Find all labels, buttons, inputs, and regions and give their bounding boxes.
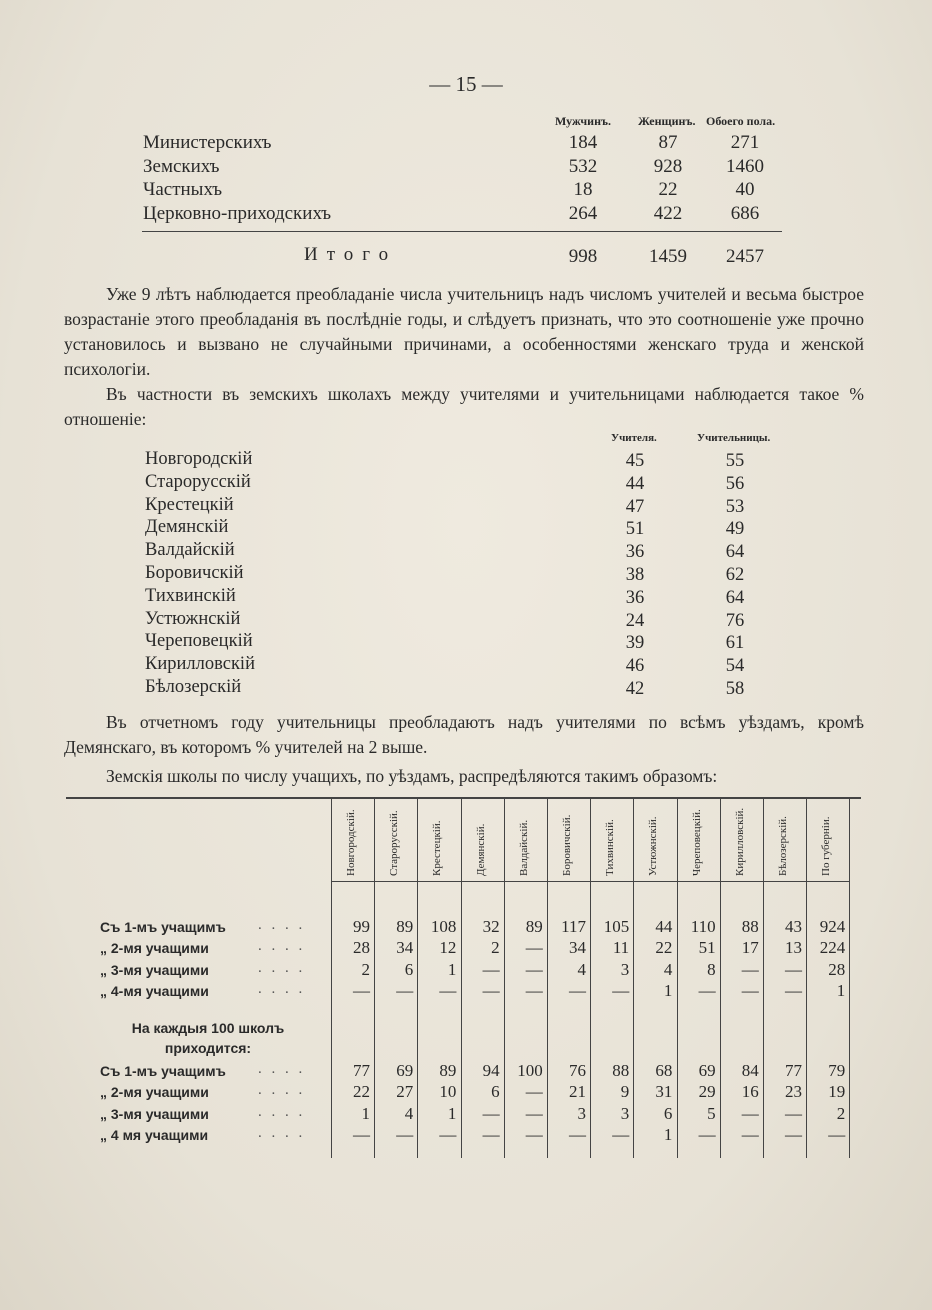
table-cell: 6 [663,1103,673,1123]
table-cell: 56 [725,473,745,494]
table-cell: — [353,1124,370,1144]
table-cell: 6 [491,1082,500,1102]
table-cell: 1 [836,980,846,1000]
table-cell: 19 [828,1082,846,1102]
table-cell: 54 [725,656,745,677]
table-cell: 89 [396,917,414,936]
table-cell: 69 [698,1061,716,1080]
table-cell: — [482,1103,500,1123]
table-cell: — [569,1124,586,1144]
table-cell: 64 [725,542,745,563]
row-label: Череповецкій [145,631,253,652]
dot-leader: . . . . [258,980,306,997]
column-header: Устюжнскій. [647,816,660,876]
row-label: Новгородскій [145,449,253,469]
subheading: На каждыя 100 школъ приходится: [131,1020,285,1056]
table-cell: — [482,959,500,979]
table-cell: 4 [404,1103,414,1123]
dot-leader: . . . . [258,938,306,955]
paragraph-1-text: Уже 9 лѣтъ наблюдается преобладаніе числа учительницъ надъ числомъ учителей и весьма быстрое возрастаніе этого преобладанія въ послѣдніе годы, и слѣдуетъ признать, что это соотношеніе уже прочно установилось и вызвано не случайными причинами, а особенностями женскаго труда и женской психологіи. [64,284,864,379]
column-header: Новгородскій. [345,809,357,876]
table-cell: 1 [447,959,457,979]
table-cell: 36 [625,587,645,608]
table-cell: 2 [491,938,500,958]
table-cell: 110 [690,917,716,936]
table-cell: 99 [353,917,370,936]
paragraph-2 [64,382,864,432]
column-header: Кирилловскій. [733,807,746,876]
table-cell: 184 [568,132,598,153]
table-cell: 16 [741,1082,759,1102]
table-cell: — [698,980,716,1000]
table-cell: 271 [730,132,760,153]
column-header: Мужчинъ. [555,114,612,128]
table-cell: 61 [725,633,745,654]
dot-leader: . . . . [258,1082,306,1099]
table-cell: — [353,980,370,1000]
table-cell: 1 [663,1124,673,1144]
total-cell: 2457 [726,246,764,267]
row-label: Съ 1-мъ учащимъ [100,919,226,935]
column-header: Обоего пола. [706,114,776,128]
table-cell: — [785,1103,802,1123]
row-label: „ 4 мя учащими [100,1126,209,1143]
row-label: „ 2-мя учащими [100,1084,209,1101]
table-cell: 28 [828,959,846,979]
table-cell: 29 [698,1082,716,1102]
table-cell: 87 [658,132,678,153]
table-cell: 84 [741,1061,759,1080]
table-cell: 532 [568,155,598,177]
table-cell: — [741,980,759,1000]
row-label: Валдайскій [145,540,235,561]
table-cell: 88 [741,917,759,936]
table-cell: 11 [612,938,630,958]
column-header: Бѣлозерскій. [777,816,789,876]
row-label: Кирилловскій [145,654,255,675]
table-cell: 1460 [726,155,764,177]
column-header: Тихвинскій. [604,819,617,876]
table-cell: 264 [568,202,598,224]
table-cell: 3 [620,959,630,979]
table-cell: — [482,1124,500,1144]
table-cell: — [525,1082,543,1102]
table-cell: 76 [569,1061,586,1080]
dot-leader: . . . . [258,917,306,933]
table-cell: 58 [725,679,745,699]
table-cell: 5 [707,1103,716,1123]
table-cell: 13 [785,938,802,958]
table-cell: 31 [655,1082,673,1102]
table-cell: 46 [625,656,645,677]
table-cell: 77 [785,1061,802,1080]
column-header: По губерніи. [820,816,833,876]
table-cell: — [612,1124,630,1144]
table-cell: — [396,980,414,1000]
row-label: Устюжнскій [145,608,241,629]
table-cell: — [525,1124,543,1144]
total-divider [142,231,782,232]
table-cell: 94 [482,1061,500,1080]
table-cell: — [612,980,630,1000]
table-cell: 36 [625,542,645,563]
table-cell: — [525,959,543,979]
table-cell: 43 [785,917,802,936]
table-cell: 928 [653,155,683,177]
table-cell: 89 [525,917,543,936]
table-cell: 40 [735,179,755,200]
table-cell: 4 [577,959,586,979]
table-cell: 1 [663,980,673,1000]
table-cell: 12 [439,938,457,958]
row-label: Тихвинскій [145,585,236,606]
column-header: Учительницы. [697,432,771,444]
row-label: Демянскій [145,517,229,538]
table-cell: 117 [561,917,586,936]
table-cell: 22 [658,179,678,200]
table-cell: 18 [573,179,593,200]
table-cell: 47 [625,496,645,517]
table-cell: 8 [707,959,716,979]
row-label: Частныхъ [143,179,223,200]
row-label: „ 3-мя учащими [100,961,209,978]
table-cell: 44 [655,917,673,936]
table-cell: 3 [620,1103,630,1123]
table-cell: 924 [819,917,846,936]
row-label: Съ 1-мъ учащимъ [100,1063,226,1079]
table-cell: 79 [828,1061,846,1080]
table-cell: 88 [612,1061,630,1080]
column-divider [849,797,850,1158]
table-cell: 24 [625,610,645,631]
table-cell: 9 [620,1082,630,1102]
paragraph-1 [64,282,864,382]
table-cell: 53 [725,496,745,517]
dot-leader: . . . . [258,959,306,976]
table-cell: 62 [725,565,745,585]
total-label: Итого [304,244,398,265]
table-cell: — [741,959,759,979]
table-cell: 23 [785,1082,802,1102]
table-cell: — [482,980,500,1000]
row-label: Старорусскій [145,471,251,492]
table-cell: 69 [396,1061,414,1080]
column-header: Женщинъ. [638,114,696,128]
paragraph-4 [64,764,864,789]
paragraph-2-text: Въ частности въ земскихъ школахъ между учителями и учительницами наблюдается такое % отношеніе: [64,384,864,429]
table-cell: 108 [430,917,457,936]
table-cell: — [785,959,802,979]
table-cell: — [439,1124,457,1144]
table-cell: 27 [396,1082,414,1102]
table-cell: 77 [353,1061,370,1080]
table-cell: 76 [725,610,745,631]
table-cell: 45 [625,451,645,471]
table-cell: — [741,1103,759,1123]
table-top-rule [66,797,861,799]
table-cell: — [569,980,586,1000]
table-cell: — [828,1124,846,1144]
row-label: Бѣлозерскій [145,677,242,697]
total-cell: 998 [568,246,598,267]
table-cell: 89 [439,1061,457,1080]
table-cell: 4 [663,959,673,979]
dot-leader: . . . . [258,1061,306,1077]
table-cell: 2 [836,1103,846,1123]
table-cell: 10 [439,1082,457,1102]
table-cell: 105 [603,917,630,936]
table-cell: 17 [741,938,759,958]
table-cell: 68 [655,1061,673,1080]
table-cell: — [785,980,802,1000]
table-cell: 32 [482,917,500,936]
column-header: Демянскій. [474,823,487,876]
row-label: Министерскихъ [143,132,272,153]
table-cell: 39 [625,633,645,654]
table-cell: 34 [396,938,414,958]
table-cell: 49 [725,519,745,540]
row-label: „ 3-мя учащими [100,1105,209,1122]
table-cell: 1 [447,1103,457,1123]
column-header: Боровичскій. [561,814,573,876]
table-cell: 22 [655,938,673,958]
dot-leader: . . . . [258,1103,306,1120]
table-cell: 224 [819,938,846,958]
column-header: Учителя. [611,432,657,444]
table-cell: 686 [730,202,760,224]
table-cell: 38 [625,565,645,585]
table-cell: 422 [653,202,683,224]
table-cell: — [525,938,543,958]
table-cell: — [525,980,543,1000]
paragraph-4-text: Земскія школы по числу учащихъ, по уѣздамъ, распредѣляются такимъ образомъ: [106,766,718,786]
table-cell: 51 [698,938,716,958]
table-cell: — [439,980,457,1000]
table-cell: 22 [353,1082,370,1102]
row-label: „ 4-мя учащими [100,982,209,999]
table-cell: 34 [569,938,586,958]
paragraph-3 [64,710,864,760]
table-cell: — [396,1124,414,1144]
column-header: Крестецкій. [431,820,444,876]
column-header: Череповецкій. [690,809,703,876]
row-label: Земскихъ [143,155,220,177]
table-cell: — [785,1124,802,1144]
table-cell: 21 [569,1082,586,1102]
table-cell: 44 [625,473,645,494]
page-number: — 15 — [429,72,503,96]
table-cell: 100 [517,1061,543,1080]
table-cell: — [525,1103,543,1123]
column-header: Валдайскій. [517,819,530,876]
table-cell: 42 [625,679,645,699]
table-cell: — [741,1124,759,1144]
row-label: „ 2-мя учащими [100,940,209,957]
table-cell: 28 [353,938,370,958]
row-label: Боровичскій [145,563,244,583]
table-cell: 64 [725,587,745,608]
table-cell: 2 [361,959,370,979]
dot-leader: . . . . [258,1124,306,1141]
table-cell: 1 [361,1103,370,1123]
row-label: Крестецкій [145,494,234,515]
column-header: Старорусскій. [388,810,401,876]
table-cell: 6 [404,959,414,979]
total-cell: 1459 [649,246,687,267]
paragraph-3-text: Въ отчетномъ году учительницы преобладаютъ надъ учителями по всѣмъ уѣздамъ, кромѣ Демянскаго, въ которомъ % учителей на 2 выше. [64,712,864,757]
row-label: Церковно-приходскихъ [143,202,332,224]
table-cell: 55 [725,451,745,471]
table-cell: 51 [625,519,645,540]
table-cell: — [698,1124,716,1144]
table-cell: 3 [577,1103,586,1123]
header-bottom-rule [331,881,849,882]
